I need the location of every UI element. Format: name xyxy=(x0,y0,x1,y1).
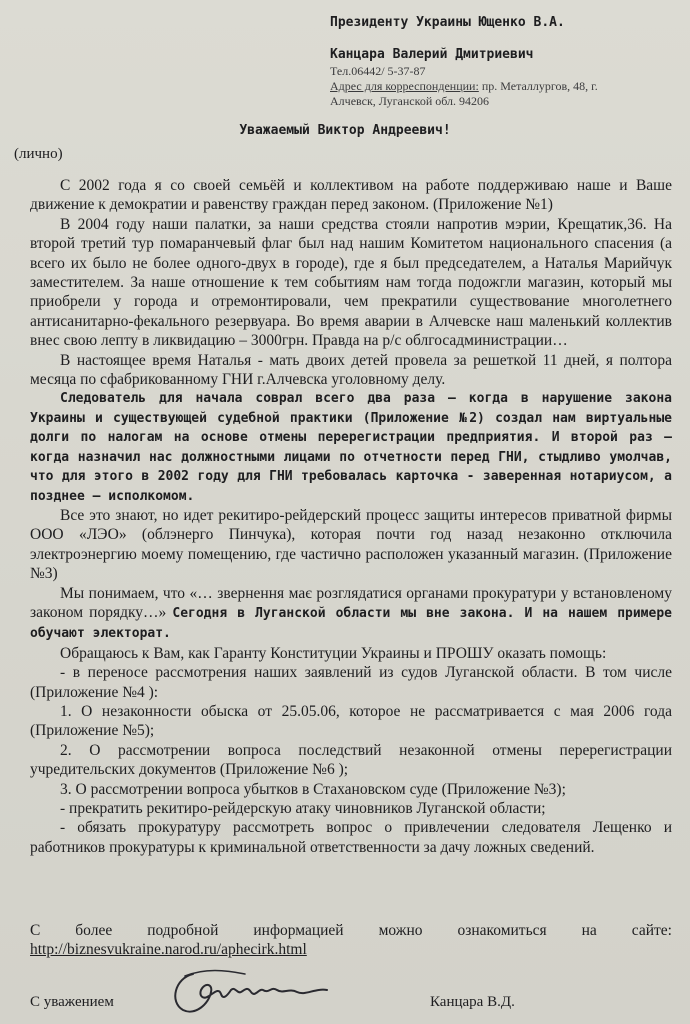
paragraph-3: В настоящее время Наталья - мать двоих детей провела за решеткой 11 дней, я полтора месяца по сфабрикованному ГНИ г.Алчевска уголовному делу. xyxy=(30,351,672,389)
site-word: информацией xyxy=(253,922,344,939)
site-word: сайте: xyxy=(631,922,672,939)
request-2: - прекратить рекитиро-рейдерскую атаку чиновников Луганской области; xyxy=(60,800,546,817)
paragraph-1: С 2002 года я со своей семьёй и коллективом на работе поддерживаю наше и Ваше движение к демократии и равенству граждан перед законом. (Приложение №1) xyxy=(30,177,672,214)
website-sentence xyxy=(30,921,672,940)
personal-mark: (лично) xyxy=(14,146,63,162)
website-note xyxy=(30,921,672,960)
address-label: Адрес для корреспонденции: xyxy=(330,79,479,93)
request-item-1: 1. О незаконности обыска от 25.05.06, которое не рассматривается с мая 2006 года (Приложение №5); xyxy=(30,702,672,740)
site-word: на xyxy=(581,922,597,939)
site-word: можно xyxy=(378,922,423,939)
paragraph-6-quote: Мы понимаем, что «… звернення має розглядатися органами прокуратури у встановленому законом порядку…» xyxy=(30,584,672,621)
paragraph-2: В 2004 году наши палатки, за наши средства стояли напротив мэрии, Крещатик,36. На второй третий тур помаранчевый флаг был над нашим Комитетом национального спасения (а всего их было не более одного-двух в городе), где я был председателем, а Наталья Марийчук заместителем. За наше отношение к тем событиям нам тогда подожгли магазин, который мы приобрели у города и отремонтировали, чем прекратили существование многолетнего антисанитарно-фекального резервуара. Во время аварии в Алчевске наш маленький коллектив внес свою лепту в ликвидацию – 3000грн. Правда на р/с облгосадминистрации… xyxy=(30,215,672,350)
site-word: С xyxy=(30,922,41,939)
request-item-2: 2. О рассмотрении вопроса последствий незаконной отмены перерегистрации учредительских документов (Приложение №6 ); xyxy=(30,741,672,779)
addressee: Президенту Украины Ющенко В.А. xyxy=(330,15,565,30)
sender-address-line2: Алчевск, Луганской обл. 94206 xyxy=(330,94,490,108)
sender-address xyxy=(330,79,670,94)
site-word: ознакомиться xyxy=(457,922,547,939)
closing: С уважением xyxy=(30,994,114,1010)
signature-image xyxy=(165,966,345,1020)
salutation: Уважаемый Виктор Андреевич! xyxy=(239,123,451,138)
letter-header xyxy=(330,14,670,109)
request-3: - обязать прокуратуру рассмотреть вопрос о привлечении следователя Лещенко и работников прокуратуры к криминальной ответственности за дачу ложных сведений. xyxy=(30,819,672,856)
site-word: подробной xyxy=(147,922,219,939)
signer-name: Канцара В.Д. xyxy=(430,994,515,1010)
paragraph-4-bold: Следователь для начала соврал всего два раза – когда в нарушение закона Украины и существующей судебной практики (Приложение №2) создал нам виртуальные долги по налогам на основе отмены перерегистрации предприятия. И второй раз – когда назначил нас должностными лицами по отчетности перед ГНИ, стыдливо умолчав, что для этого в 2002 году для ГНИ требовалась карточка - заверенная нотариусом, а позднее – исполкомом. xyxy=(30,391,672,504)
sender-name: Канцара Валерий Дмитриевич xyxy=(330,47,534,62)
paragraph-5: Все это знают, но идет рекитиро-рейдерский процесс защиты интересов приватной фирмы ООО «ЛЭО» (облэнерго Пинчука), которая почти год назад незаконно отключила электроэнергию моему помещению, где частично расположен указанный магазин. (Приложение №3) xyxy=(30,506,672,583)
request-1: - в переносе рассмотрения наших заявлений из судов Луганской области. В том числе (Приложение №4 ): xyxy=(30,664,672,701)
paragraph-7: Обращаюсь к Вам, как Гаранту Конституции Украины и ПРОШУ оказать помощь: xyxy=(60,644,607,662)
paragraph-6 xyxy=(30,584,672,644)
address-line1: пр. Металлургов, 48, г. xyxy=(478,79,598,93)
sender-phone: Тел.06442/ 5-37-87 xyxy=(330,64,426,78)
request-item-3: 3. О рассмотрении вопроса убытков в Стахановском суде (Приложение №3); xyxy=(60,780,566,798)
site-word: более xyxy=(75,922,113,939)
website-link[interactable]: http://biznesvukraine.narod.ru/aphecirk.html xyxy=(30,941,307,959)
paragraph-6-bold: Сегодня в Луганской области мы вне закона. И на нашем примере обучают электорат. xyxy=(30,605,672,642)
letter-body xyxy=(30,176,672,857)
